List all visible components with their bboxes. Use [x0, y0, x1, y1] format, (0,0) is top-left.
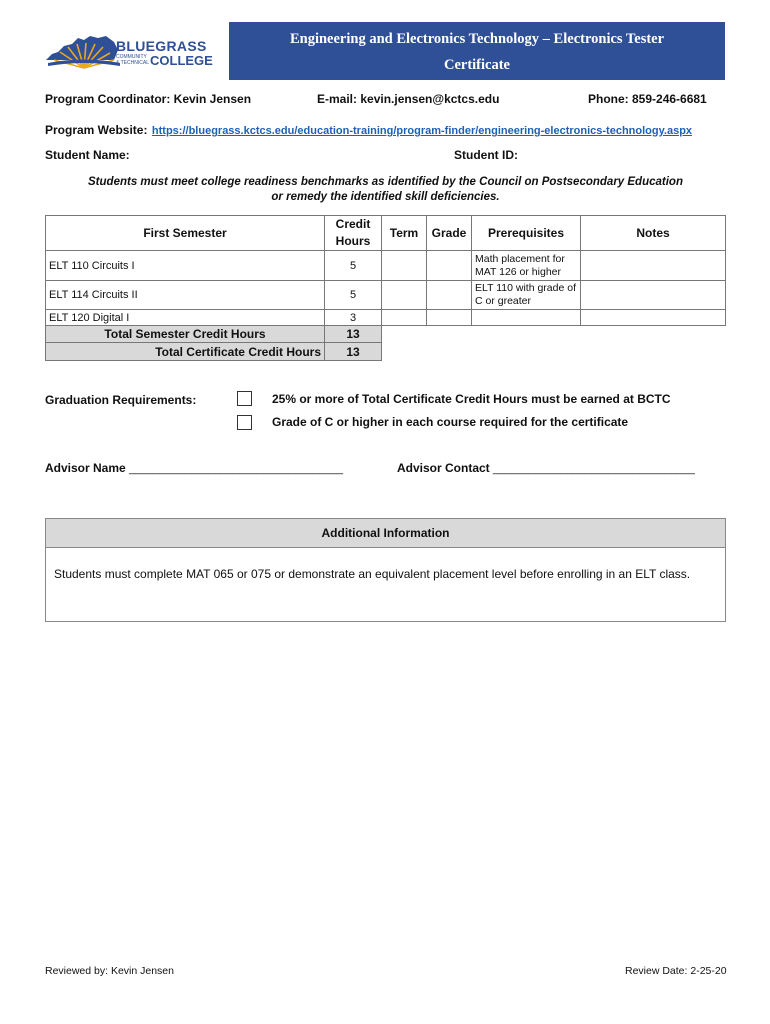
table-row [46, 251, 726, 281]
title-line-1: Engineering and Electronics Technology – Electronics Tester [289, 31, 665, 47]
requirement-1-text: 25% or more of Total Certificate Credit Hours must be earned at BCTC [272, 392, 671, 406]
course-term-cell[interactable] [382, 281, 427, 310]
table-header-row [46, 216, 726, 251]
student-name-label: Student Name: [45, 148, 130, 162]
logo-text-college: COLLEGE [150, 53, 213, 68]
header-credit-hours [325, 216, 382, 251]
reviewed-by: Reviewed by: Kevin Jensen [45, 965, 174, 977]
total-semester-value: 13 [325, 326, 382, 343]
coordinator-email: E-mail: kevin.jensen@kctcs.edu [317, 92, 500, 106]
graduation-requirements-label: Graduation Requirements: [45, 393, 197, 407]
readiness-notice-line-2: or remedy the identified skill deficiencies. [271, 191, 500, 203]
header-grade: Grade [427, 216, 472, 251]
course-prerequisite [472, 251, 581, 281]
header-term: Term [382, 216, 427, 251]
total-certificate-value: 13 [325, 343, 382, 361]
course-term-cell[interactable] [382, 251, 427, 281]
advisor-name-line[interactable]: ___________________________________ [129, 463, 344, 475]
total-certificate-label: Total Certificate Credit Hours [46, 343, 325, 361]
course-notes-cell[interactable] [581, 281, 726, 310]
table-row [46, 310, 726, 326]
college-logo [44, 30, 219, 74]
advisor-name-label: Advisor Name [45, 461, 126, 475]
logo-text-bluegrass: BLUEGRASS [116, 38, 207, 54]
program-website-label: Program Website: [45, 123, 148, 137]
advisor-contact-line[interactable]: _________________________________ [493, 463, 695, 475]
course-grade-cell[interactable] [427, 251, 472, 281]
review-date: Review Date: 2-25-20 [625, 965, 727, 977]
logo-text-community [116, 54, 149, 66]
requirement-2-checkbox[interactable] [237, 415, 252, 430]
document-title [229, 22, 725, 80]
course-name: ELT 110 Circuits I [46, 251, 325, 281]
prerequisite-line-1: Math placement for [475, 252, 565, 265]
course-grade-cell[interactable] [427, 281, 472, 310]
program-website-row [45, 121, 692, 139]
course-grade-cell[interactable] [427, 310, 472, 326]
advisor-contact-row [397, 461, 695, 475]
header-hours-line: Hours [335, 234, 371, 248]
requirement-1-checkbox[interactable] [237, 391, 252, 406]
course-prerequisite [472, 281, 581, 310]
prerequisite-line-2: MAT 126 or higher [475, 265, 561, 278]
course-hours: 5 [325, 251, 382, 281]
total-certificate-spacer [382, 343, 726, 361]
course-notes-cell[interactable] [581, 251, 726, 281]
requirement-2-text: Grade of C or higher in each course required for the certificate [272, 415, 629, 429]
header-notes: Notes [581, 216, 726, 251]
total-semester-row [46, 326, 726, 343]
prerequisite-line-2: C or greater [475, 295, 532, 307]
course-name: ELT 120 Digital I [46, 310, 325, 326]
advisor-name-row [45, 461, 343, 475]
course-prerequisite [472, 310, 581, 326]
course-notes-cell[interactable] [581, 310, 726, 326]
course-hours: 5 [325, 281, 382, 310]
additional-information-body: Students must complete MAT 065 or 075 or demonstrate an equivalent placement level before enrolling in an ELT class. [54, 567, 691, 581]
course-table [45, 215, 726, 361]
student-id-label: Student ID: [454, 148, 518, 162]
course-hours: 3 [325, 310, 382, 326]
additional-information-heading: Additional Information [46, 519, 725, 548]
total-semester-spacer [382, 326, 726, 343]
table-row [46, 281, 726, 310]
logo-technical-line: & TECHNICAL [116, 60, 149, 66]
readiness-notice-line-1: Students must meet college readiness benchmarks as identified by the Council on Postsecondary Education [88, 176, 683, 188]
coordinator-phone: Phone: 859-246-6681 [588, 92, 707, 106]
total-semester-label: Total Semester Credit Hours [46, 326, 325, 343]
advisor-contact-label: Advisor Contact [397, 461, 490, 475]
title-line-2: Certificate [443, 57, 510, 73]
additional-information-box [45, 518, 726, 622]
program-website-link[interactable]: https://bluegrass.kctcs.edu/education-training/program-finder/engineering-electronics-technology.aspx [151, 125, 693, 137]
header-first-semester: First Semester [46, 216, 325, 251]
header-credit-line: Credit [335, 217, 371, 231]
header-prerequisites: Prerequisites [472, 216, 581, 251]
prerequisite-line-1: ELT 110 with grade of [475, 282, 576, 294]
program-coordinator: Program Coordinator: Kevin Jensen [45, 92, 252, 106]
course-name: ELT 114 Circuits II [46, 281, 325, 310]
logo-community-line: COMMUNITY [116, 54, 147, 60]
total-certificate-row [46, 343, 726, 361]
course-term-cell[interactable] [382, 310, 427, 326]
readiness-notice [45, 175, 726, 205]
